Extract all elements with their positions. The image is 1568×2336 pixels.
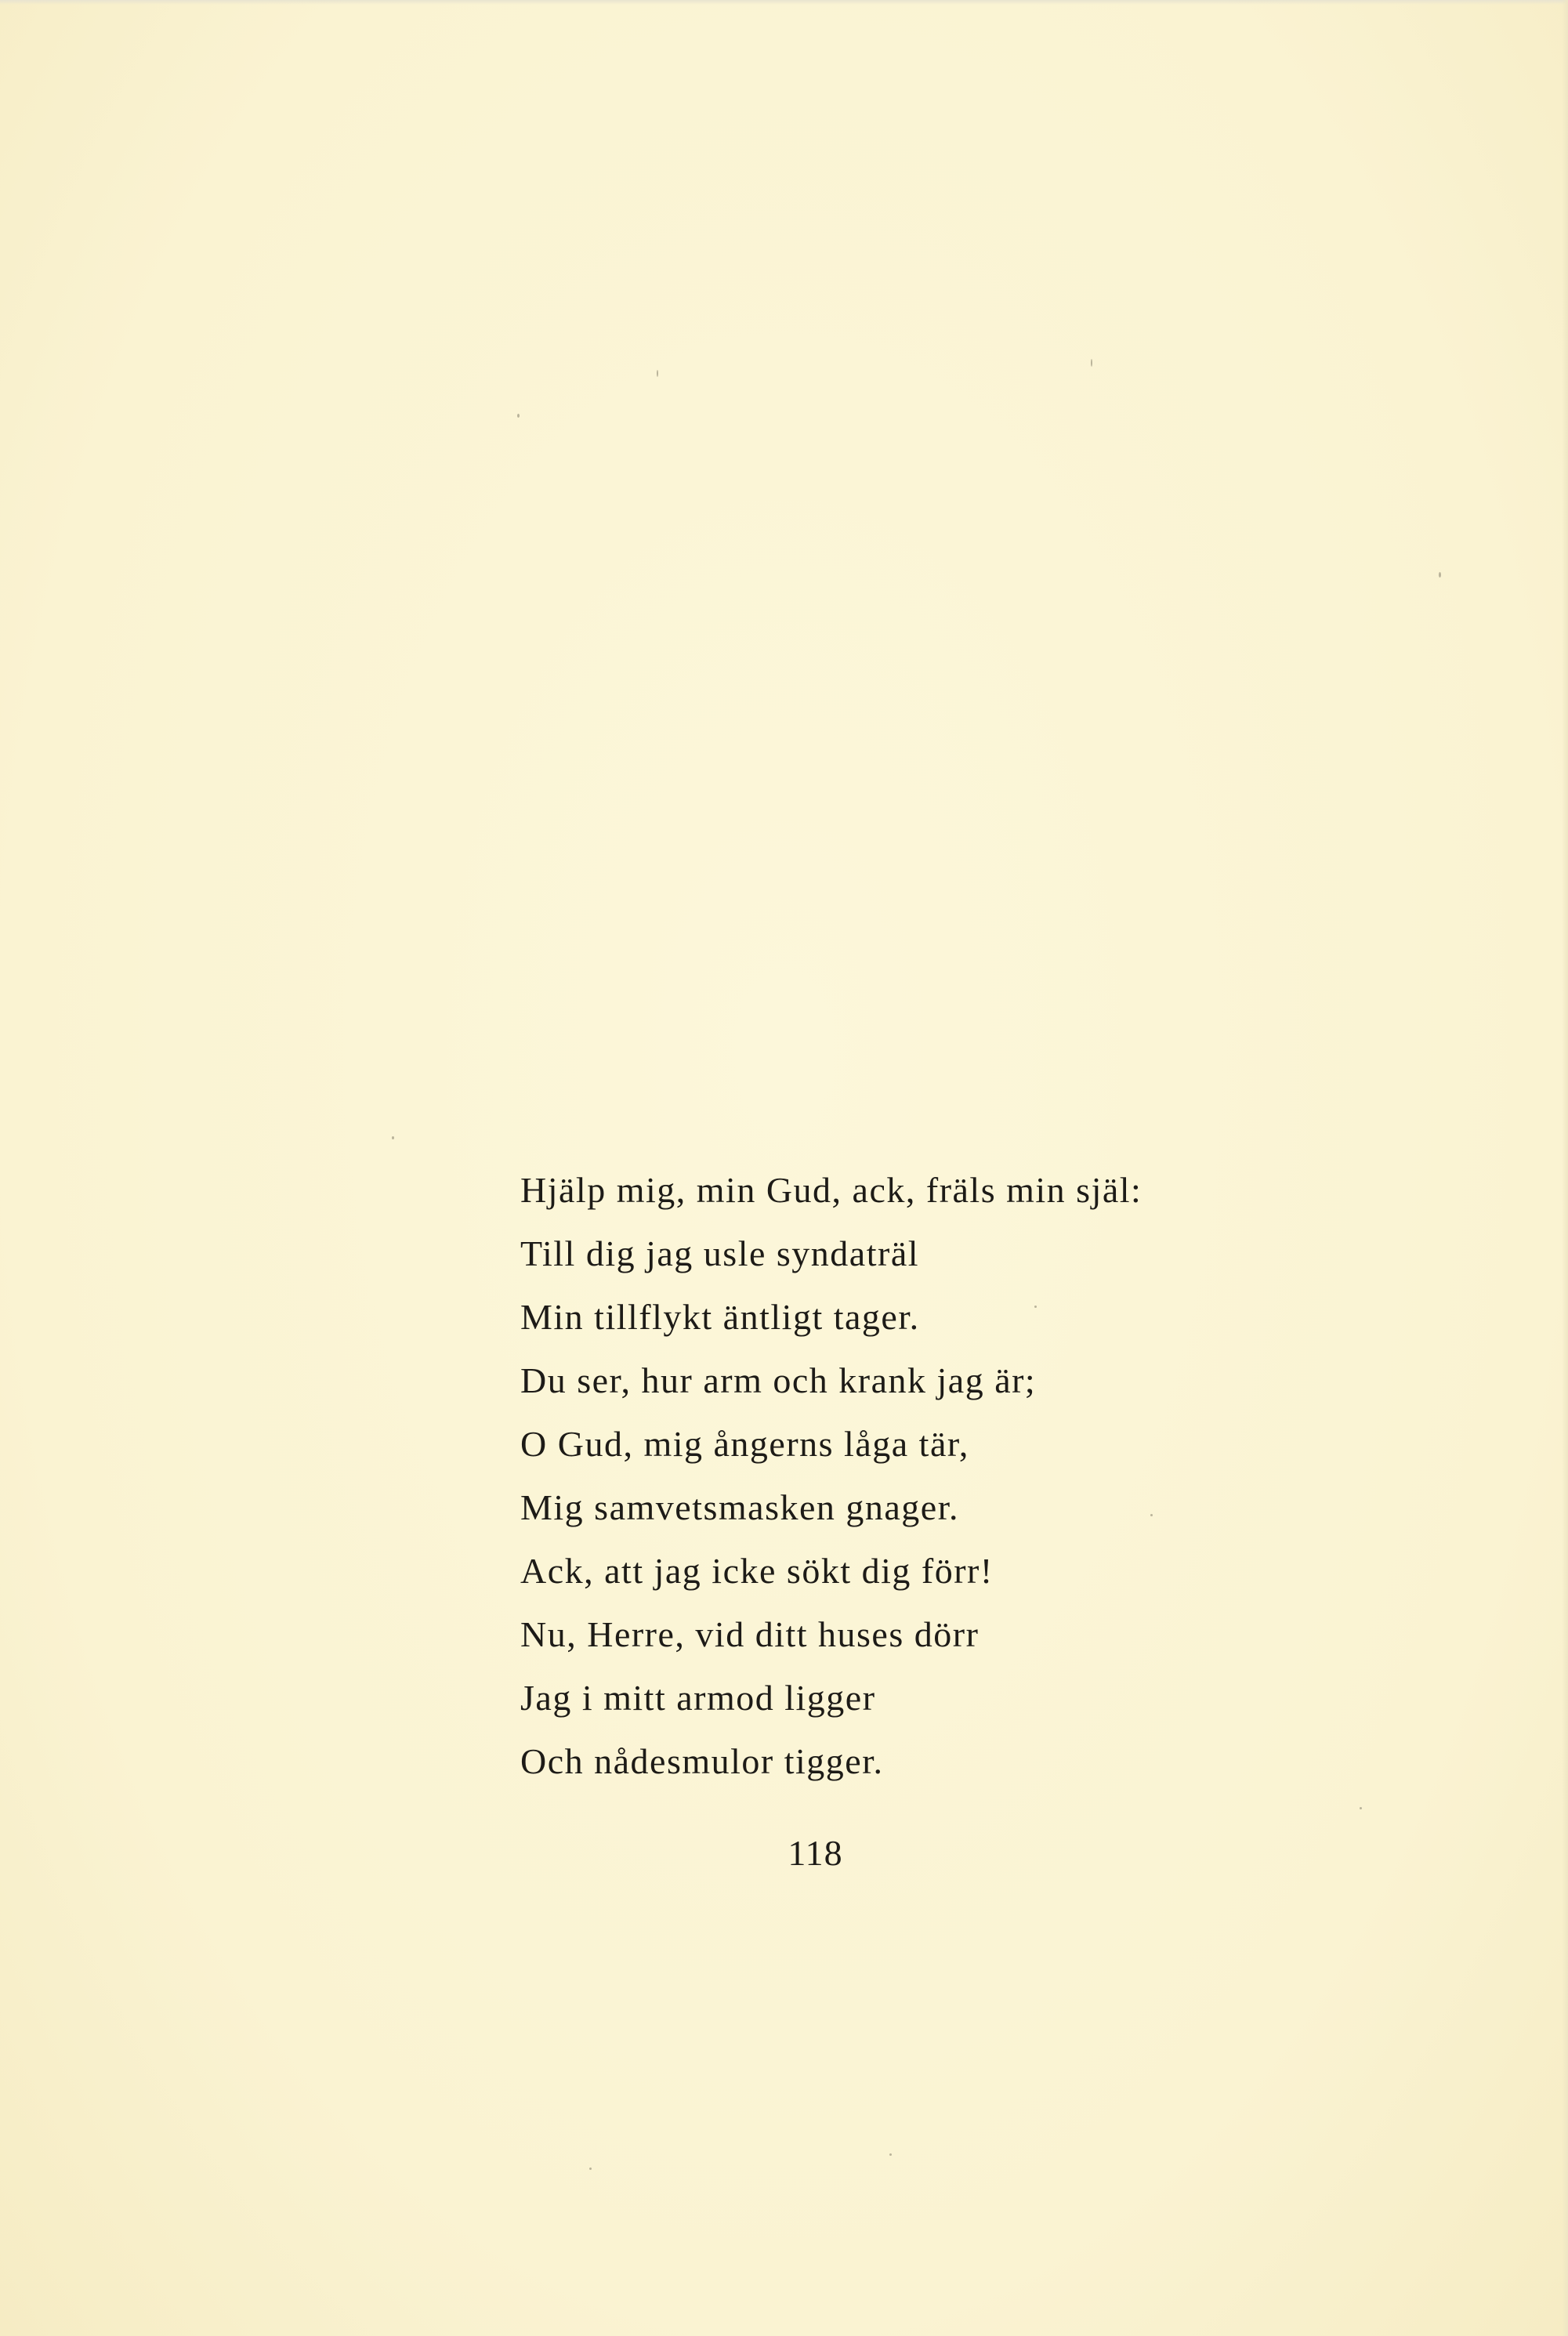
poem-line: Ack, att jag icke sökt dig förr! (520, 1551, 994, 1591)
page-right-edge (1562, 0, 1568, 2336)
poem-line: Till dig jag usle syndaträl (520, 1233, 920, 1273)
paper-speck (1091, 359, 1092, 367)
page-top-edge (0, 0, 1568, 5)
paper-speck (889, 2153, 892, 2156)
paper-speck (589, 2168, 592, 2170)
paper-speck (1439, 572, 1441, 578)
poem-line: Hjälp mig, min Gud, ack, fräls min själ: (520, 1170, 1143, 1210)
poem-line: Min tillflykt äntligt tager. (520, 1297, 920, 1337)
paper-speck (392, 1136, 394, 1139)
poem-line: Mig samvetsmasken gnager. (520, 1487, 960, 1527)
poem-line: Jag i mitt armod ligger (520, 1678, 876, 1718)
poem-stanza (520, 1158, 1142, 1793)
poem-line: Och nådesmulor tigger. (520, 1741, 884, 1781)
paper-speck (1360, 1807, 1362, 1809)
paper-speck (1150, 1514, 1153, 1516)
page-number: 118 (788, 1833, 843, 1873)
poem-line: Nu, Herre, vid ditt huses dörr (520, 1614, 980, 1654)
paper-speck (517, 414, 520, 418)
poem-line: O Gud, mig ångerns låga tär, (520, 1424, 969, 1464)
paper-speck (657, 370, 658, 377)
poem-line: Du ser, hur arm och krank jag är; (520, 1360, 1037, 1400)
